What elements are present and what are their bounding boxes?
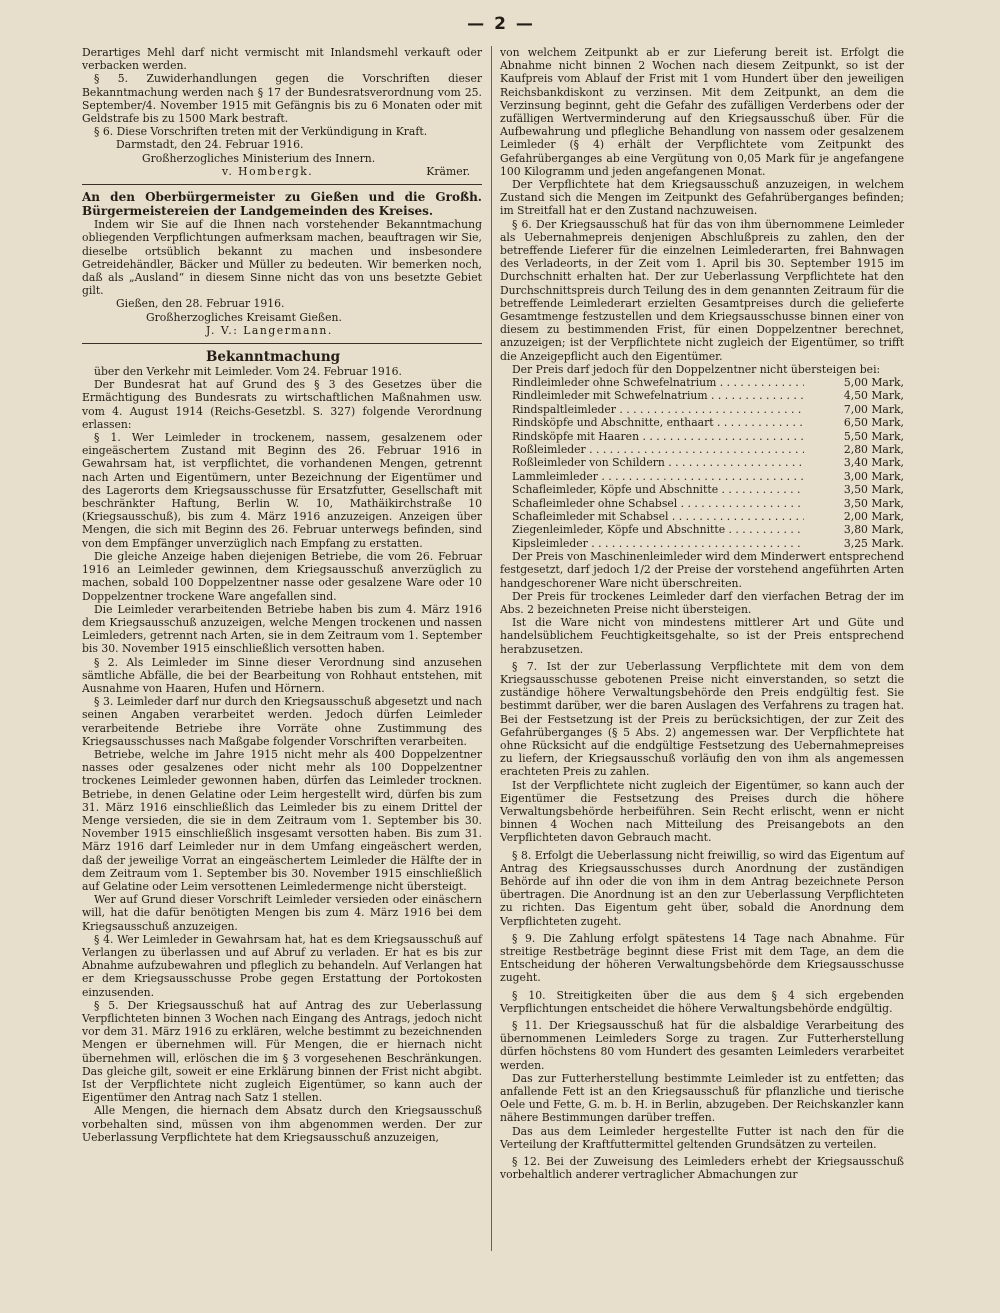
paragraph: § 11. Der Kriegsausschuß hat für die alsbaldige Verarbeitung des übernommenen Leimleders Sorge zu tragen. Zur Futterherstellung dürfen höchstens 80 vom Hundert des gesamten Leimleders verarbeitet werden. <box>500 1019 904 1072</box>
place-date: Gießen, den 28. Februar 1916. <box>116 297 285 311</box>
paragraph: § 4. Wer Leimleder in Gewahrsam hat, hat es dem Kriegsausschuß auf Verlangen zu überlassen und auf Abruf zu verladen. Er hat es bis zur Abnahme aufzubewahren und pfleglich zu behandeln. Auf Verlangen hat er dem Kriegsausschusse Probe gegen Erstattung der Portokosten einzusenden. <box>82 932 482 999</box>
price-row <box>512 443 904 456</box>
price-row <box>512 403 904 416</box>
paragraph: § 9. Die Zahlung erfolgt spätestens 14 Tage nach Abnahme. Für streitige Restbeträge beginnt diese Frist mit dem Tage, an dem die Entscheidung der höheren Verwaltungsbehörde dem Kriegsausschusse zugeht. <box>500 931 904 985</box>
paragraph: Der Preis darf jedoch für den Doppelzentner nicht übersteigen bei: <box>512 362 881 376</box>
price-item-name: Ziegenleimleder, Köpfe und Abschnitte . . . <box>512 523 804 536</box>
price-item-name: Roßleimleder . . . <box>512 443 804 456</box>
price-item-name: Rindleimleder ohne Schwefelnatrium . . . <box>512 376 804 389</box>
section-rule <box>82 184 482 185</box>
price-row <box>512 416 904 429</box>
page-number: — 2 — <box>467 14 535 34</box>
price-row <box>512 470 904 483</box>
price-row <box>512 537 904 550</box>
price-item-value: 3,40 Mark, <box>843 456 904 470</box>
price-item-name: Schafleimleder mit Schabsel . . . <box>512 510 804 523</box>
paragraph: Der Bundesrat hat auf Grund des § 3 des Gesetzes über die Ermächtigung des Bundesrats zu wirtschaftlichen Maßnahmen usw. vom 4. August 1914 (Reichs-Gesetzbl. S. 327) folgende Verordnung erlassen: <box>82 378 482 431</box>
paragraph: Der Verpflichtete hat dem Kriegsausschuß anzuzeigen, in welchem Zustand sich die Mengen im Zeitpunkt des Gefahrüberganges befinden; im Streitfall hat er den Zustand nachzuweisen. <box>500 178 904 218</box>
price-item-name: Rindspaltleimleder . . . <box>512 403 804 416</box>
paragraph: § 12. Bei der Zuweisung des Leimleders erhebt der Kriegsausschuß vorbehaltlich anderer vertraglicher Abmachungen zur <box>500 1155 904 1182</box>
price-item-name: Rindsköpfe und Abschnitte, enthaart . . . <box>512 416 804 429</box>
price-item-value: 3,50 Mark, <box>843 483 904 497</box>
price-row <box>512 523 904 536</box>
paragraph: Wer auf Grund dieser Vorschrift Leimleder versieden oder einäschern will, hat die dafür benötigten Mengen bis zum 4. März 1916 bei dem Kriegsausschuß anzuzeigen. <box>82 893 482 933</box>
paragraph: § 5. Der Kriegsausschuß hat auf Antrag des zur Ueberlassung Verpflichteten binnen 3 Wochen nach Eingang des Antrags, jedoch nicht vor dem 31. März 1916 zu erklären, welche bestimmt zu bezeichnenden Mengen er übernehmen will. Für Mengen, die er hiernach nicht übernehmen will, erlöschen die im § 3 vorgesehenen Beschränkungen. Das gleiche gilt, soweit er eine Erklärung binnen der Frist nicht abgibt. Ist der Verpflichtete nicht zugleich Eigentümer, so kann auch der Eigentümer den Antrag nach Satz 1 stellen. <box>82 998 482 1105</box>
price-row <box>512 456 904 469</box>
price-item-value: 5,50 Mark, <box>843 429 904 443</box>
price-item-value: 5,00 Mark, <box>843 376 904 390</box>
right-column <box>500 46 904 1182</box>
paragraph: Das aus dem Leimleder hergestellte Futter ist nach den für die Verteilung der Kraftfuttermittel geltenden Grundsätzen zu verteilen. <box>500 1124 904 1151</box>
section-rule <box>82 343 482 344</box>
paragraph: § 6. Diese Vorschriften treten mit der Verkündigung in Kraft. <box>94 125 428 139</box>
column-divider <box>491 46 492 1251</box>
price-item-name: Kipsleimleder . . . <box>512 537 804 550</box>
price-item-value: 3,80 Mark, <box>843 523 904 537</box>
price-item-value: 2,00 Mark, <box>843 509 904 523</box>
price-row <box>512 376 904 389</box>
paragraph: Das zur Futterherstellung bestimmte Leimleder ist zu entfetten; das anfallende Fett ist an den Kriegsausschuß für pflanzliche und tierische Oele und Fette, G. m. b. H. in Berlin, abzugeben. Der Reichskanzler kann nähere Bestimmungen darüber treffen. <box>500 1071 904 1125</box>
price-item-name: Roßleimleder von Schildern . . . <box>512 456 804 469</box>
price-row <box>512 430 904 443</box>
announcement-subtitle: über den Verkehr mit Leimleder. Vom 24. Februar 1916. <box>94 365 402 379</box>
price-row <box>512 510 904 523</box>
signature: v. Hombergk. <box>222 164 314 178</box>
paragraph: Indem wir Sie auf die Ihnen nach vorstehender Bekanntmachung obliegenden Verpflichtungen aufmerksam machen, beauftragen wir Sie, dieselbe ortsüblich bekannt zu machen und insbesondere Getreidehändler, Bäcker und Müller zu bedeuten. Wir bemerken noch, daß als „Ausland“ in diesem Sinne nicht das von uns besetzte Gebiet gilt. <box>82 218 482 298</box>
price-item-name: Rindsköpfe mit Haaren . . . <box>512 430 804 443</box>
price-item-value: 3,25 Mark. <box>843 536 904 550</box>
price-row <box>512 497 904 510</box>
price-item-name: Rindleimleder mit Schwefelnatrium . . . <box>512 389 804 402</box>
paragraph: § 8. Erfolgt die Ueberlassung nicht freiwillig, so wird das Eigentum auf Antrag des Kriegsausschusses durch Anordnung der zuständigen Behörde auf ihn oder die von ihm in dem Antrag bezeichnete Person übertragen. Die Anordnung ist an den zur Ueberlassung Verpflichteten zu richten. Das Eigentum geht über, sobald die Anordnung dem Verpflichteten zugeht. <box>500 848 904 928</box>
signature: Krämer. <box>426 164 470 178</box>
signatures <box>82 165 482 178</box>
paragraph: § 5. Zuwiderhandlungen gegen die Vorschriften dieser Bekanntmachung werden nach § 17 der Bundesratsverordnung vom 25. September/4. November 1915 mit Gefängnis bis zu 6 Monaten oder mit Geldstrafe bis zu 1500 Mark bestraft. <box>82 72 482 126</box>
paragraph: § 10. Streitigkeiten über die aus dem § 4 sich ergebenden Verpflichtungen entscheidet die höhere Verwaltungsbehörde endgültig. <box>500 988 904 1015</box>
paragraph: Betriebe, welche im Jahre 1915 nicht mehr als 400 Doppelzentner nasses oder gesalzenes oder nicht mehr als 100 Doppelzentner trockenes Leimleder gewonnen haben, dürfen das Leimleder trocknen. Betriebe, in denen Gelatine oder Leim hergestellt wird, dürfen bis zum 31. März 1916 einschließlich das Leimleder bis zu einem Drittel der Menge versieden, die sie in dem Zeitraum vom 1. September bis 30. November 1915 einschließlich insgesamt versotten haben. Bis zum 31. März 1916 darf Leimleder nur in dem Umfang eingeäschert werden, daß der jeweilige Vorrat an eingeäschertem Leimleder die Hälfte der in dem Zeitraum vom 1. September bis 30. November 1915 einschließlich auf Gelatine oder Leim versottenen Leimledermenge nicht übersteigt. <box>82 747 482 893</box>
paragraph: Ist der Verpflichtete nicht zugleich der Eigentümer, so kann auch der Eigentümer die Festsetzung des Preises durch die höhere Verwaltungsbehörde herbeiführen. Sein Recht erlischt, wenn er nicht binnen 4 Wochen nach Mitteilung des Preisangebots an den Verpflichteten davon Gebrauch macht. <box>500 778 904 845</box>
price-list <box>512 376 904 550</box>
paragraph: § 1. Wer Leimleder in trockenem, nassem, gesalzenem oder eingeäschertem Zustand mit Beginn des 26. Februar 1916 in Gewahrsam hat, ist verpflichtet, die vorhandenen Mengen, getrennt nach Arten und Eigentümern, unter Bezeichnung der Eigentümer und des Lagerorts dem Kriegsausschusse für Ersatzfutter, Gesellschaft mit beschränkter Haftung, Berlin W. 10, Mathäikirchstraße 10 (Kriegsausschuß), bis zum 4. März 1916 anzuzeigen. Anzeigen über Mengen, die sich mit Beginn des 26. Februar unterwegs befinden, sind von dem Empfänger unverzüglich nach Empfang zu erstatten. <box>82 431 482 550</box>
price-item-value: 2,80 Mark, <box>843 443 904 457</box>
paragraph: von welchem Zeitpunkt ab er zur Lieferung bereit ist. Erfolgt die Abnahme nicht binnen 2 Wochen nach diesem Zeitpunkt, so ist der Kaufpreis vom Ablauf der Frist mit 1 vom Hundert über den jeweiligen Reichsbankdiskont zu verzinsen. Mit dem Zeitpunkt, an dem die Verzinsung beginnt, geht die Gefahr des zufälligen Verderbens oder der zufälligen Wertverminderung auf den Kriegsausschuß über. Für die Aufbewahrung und pflegliche Behandlung von nassem oder gesalzenem Leimleder (§ 4) erhält der Verpflichtete vom Zeitpunkt des Gefahrüberganges ab eine Vergütung von 0,05 Mark für je angefangene 100 Kilogramm und jeden angefangenen Monat. <box>500 46 904 178</box>
price-item-name: Schafleimleder ohne Schabsel . . . <box>512 497 804 510</box>
paragraph: § 7. Ist der zur Ueberlassung Verpflichtete mit dem von dem Kriegsausschusse gebotenen Preise nicht einverstanden, so setzt die zuständige höhere Verwaltungsbehörde den Preis endgültig fest. Sie bestimmt darüber, wer die baren Auslagen des Verfahrens zu tragen hat. Bei der Festsetzung ist der Preis zu berücksichtigen, der zur Zeit des Gefahrüberganges (§ 5 Abs. 2) angemessen war. Der Verpflichtete hat ohne Rücksicht auf die endgültige Festsetzung des Uebernahmepreises zu liefern, der Kriegsausschuß vorläufig den von ihm als angemessen erachteten Preis zu zahlen. <box>500 659 904 779</box>
announcement-title: Bekanntmachung <box>206 349 341 366</box>
price-row <box>512 483 904 496</box>
signature: J. V.: Langermann. <box>206 323 333 337</box>
paragraph: Der Preis für trockenes Leimleder darf den vierfachen Betrag der im Abs. 2 bezeichneten Preise nicht übersteigen. <box>500 589 904 616</box>
price-item-name: Schafleimleder, Köpfe und Abschnitte . . . <box>512 483 804 496</box>
issuing-authority: Großherzogliches Ministerium des Innern. <box>142 151 376 165</box>
paragraph: Die Leimleder verarbeitenden Betriebe haben bis zum 4. März 1916 dem Kriegsausschuß anzuzeigen, welche Mengen trockenen und nassen Leimleders, getrennt nach Arten, sie in dem Zeitraum vom 1. September bis 30. November 1915 einschließlich versotten haben. <box>82 602 482 656</box>
paragraph: § 2. Als Leimleder im Sinne dieser Verordnung sind anzusehen sämtliche Abfälle, die bei der Bearbeitung von Rohhaut entstehen, mit Ausnahme von Haaren, Hufen und Hörnern. <box>82 655 482 695</box>
paragraph: Alle Mengen, die hiernach dem Absatz durch den Kriegsausschuß vorbehalten sind, müssen von ihm abgenommen werden. Der zur Ueberlassung Verpflichtete hat dem Kriegsausschuß anzuzeigen, <box>82 1104 482 1144</box>
price-item-value: 4,50 Mark, <box>843 389 904 403</box>
left-column <box>82 46 482 1144</box>
price-item-name: Lammleimleder . . . <box>512 470 804 483</box>
paragraph: § 6. Der Kriegsausschuß hat für das von ihm übernommene Leimleder als Uebernahmepreis denjenigen Abschlußpreis zu zahlen, den der betreffende Lieferer für die einzelnen Leimlederarten, frei Bahnwagen des Verladeorts, in der Zeit vom 1. April bis 30. September 1915 im Durchschnitt erhalten hat. Der zur Ueberlassung Verpflichtete hat den Durchschnittspreis durch Teilung des in dem genannten Zeitraum für die betreffende Leimlederart erzielten Gesamtpreises durch die gelieferte Gesamtmenge festzustellen und dem Kriegsausschusse binnen einer von diesem zu bestimmenden Frist, für einen Doppelzentner berechnet, anzuzeigen; ist der Verpflichtete nicht zugleich der Eigentümer, so trifft die Anzeigepflicht auch den Eigentümer. <box>500 217 904 363</box>
price-item-value: 7,00 Mark, <box>843 402 904 416</box>
issuing-authority: Großherzogliches Kreisamt Gießen. <box>146 310 342 324</box>
paragraph: § 3. Leimleder darf nur durch den Kriegsausschuß abgesetzt und nach seinen Angaben verarbeitet werden. Jedoch dürfen Leimleder verarbeitende Betriebe ihre Vorräte ohne Zustimmung des Kriegsausschusses nach Maßgabe folgender Vorschriften verarbeiten. <box>82 695 482 748</box>
section-heading: An den Oberbürgermeister zu Gießen und die Großh. Bürgermeistereien der Landgemeinden des Kreises. <box>82 190 482 218</box>
price-item-value: 3,00 Mark, <box>843 469 904 483</box>
paragraph: Ist die Ware nicht von mindestens mittlerer Art und Güte und handelsüblichem Feuchtigkeitsgehalte, so ist der Preis entsprechend herabzusetzen. <box>500 616 904 656</box>
price-item-value: 6,50 Mark, <box>843 416 904 430</box>
price-row <box>512 389 904 402</box>
price-item-value: 3,50 Mark, <box>843 496 904 510</box>
paragraph: Der Preis von Maschinenleimleder wird dem Minderwert entsprechend festgesetzt, darf jedoch 1/2 der Preise der vorstehend angeführten Arten handgeschorener Ware nicht überschreiten. <box>500 550 904 590</box>
place-date: Darmstadt, den 24. Februar 1916. <box>116 138 304 152</box>
paragraph: Die gleiche Anzeige haben diejenigen Betriebe, die vom 26. Februar 1916 an Leimleder gewinnen, dem Kriegsausschuß anverzüglich zu machen, sobald 100 Doppelzentner nasse oder gesalzene Ware oder 10 Doppelzentner trockene Ware angefallen sind. <box>82 549 482 603</box>
paragraph: Derartiges Mehl darf nicht vermischt mit Inlandsmehl verkauft oder verbacken werden. <box>82 46 482 73</box>
